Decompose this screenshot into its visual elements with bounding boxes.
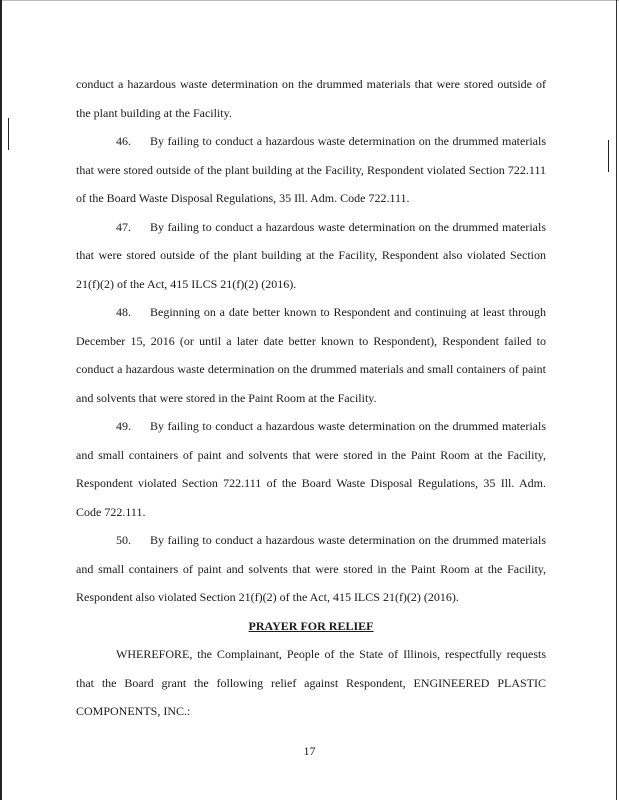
paragraph-48 [76, 298, 546, 412]
scan-margin-mark-right [608, 140, 609, 172]
paragraph-number: 47. [116, 219, 131, 234]
paragraph-text: By failing to conduct a hazardous waste determination on the drummed materials and small containers of paint and solvents that were stored in the Paint Room at the Facility, Respondent violated Section 722.111 of the Board Waste Disposal Regulations, 35 Ill. Adm. Code 722.111. [76, 419, 546, 519]
paragraph-49 [76, 412, 546, 526]
wherefore-paragraph: WHEREFORE, the Complainant, People of the State of Illinois, respectfully requests that the Board grant the following relief against Respondent, ENGINEERED PLASTIC COMPONENTS, INC.: [76, 647, 546, 718]
page-left-border [0, 0, 2, 800]
paragraph-number: 49. [116, 419, 131, 433]
paragraph-text: By failing to conduct a hazardous waste determination on the drummed materials and small containers of paint and solvents that were stored in the Paint Room at the Facility, Respondent also violated Section 21(f)(2) of the Act, 415 ILCS 21(f)(2) (2016). [76, 533, 546, 604]
section-heading: PRAYER FOR RELIEF [248, 618, 374, 633]
continued-paragraph: conduct a hazardous waste determination on the drummed materials that were stored outside of the plant building at the Facility. [76, 77, 546, 120]
paragraph-text: By failing to conduct a hazardous waste determination on the drummed materials that were stored outside of the plant building at the Facility, Respondent also violated Section 21(f)(2) of the Act, 415 ILCS 21(f)(2) (2016). [76, 219, 546, 291]
page-right-border [616, 0, 617, 800]
paragraph-text: By failing to conduct a hazardous waste determination on the drummed materials that were stored outside of the plant building at the Facility, Respondent violated Section 722.111 of the Board Waste Disposal Regulations, 35 Ill. Adm. Code 722.111. [76, 134, 546, 205]
paragraph-47 [76, 213, 546, 299]
paragraph-number: 48. [116, 305, 131, 319]
page-top-edge [0, 0, 619, 7]
paragraph-number: 46. [116, 134, 131, 148]
paragraph-46 [76, 127, 546, 213]
paragraph-number: 50. [116, 533, 131, 547]
paragraph-50 [76, 526, 546, 612]
scan-margin-mark-left [8, 118, 9, 150]
paragraph-text: Beginning on a date better known to Respondent and continuing at least through December 15, 2016 (or until a later date better known to Respondent), Respondent failed to conduct a hazardous waste determination on the drummed materials and small containers of paint and solvents that were stored in the Paint Room at the Facility. [76, 305, 546, 405]
document-body [76, 70, 546, 726]
page-number: 17 [303, 744, 316, 758]
